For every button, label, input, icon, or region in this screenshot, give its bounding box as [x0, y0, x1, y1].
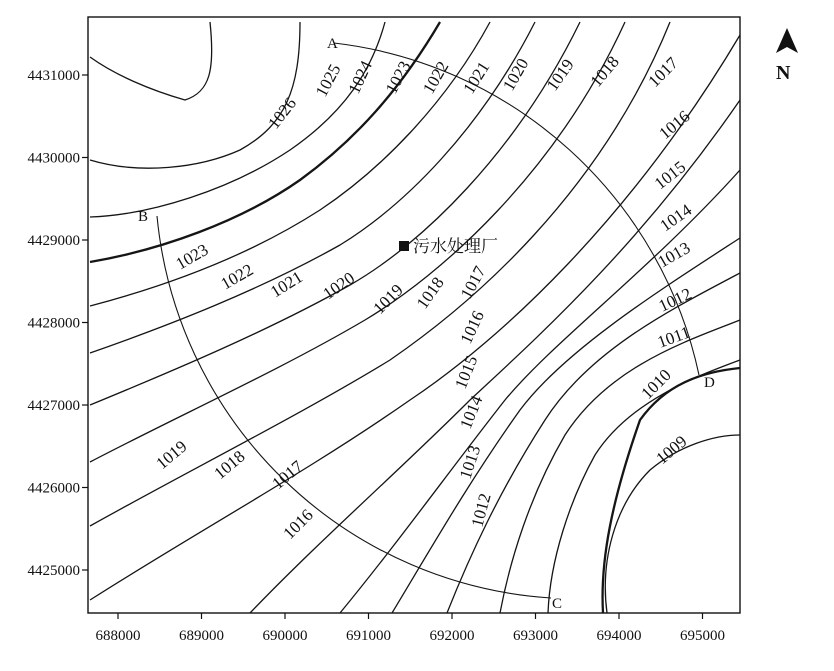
svg-text:D: D [704, 375, 715, 391]
contour-label-1016-inner: 1016 [279, 505, 317, 543]
plant-square-icon [399, 241, 409, 251]
contour-label-1019-inner: 1019 [369, 280, 407, 318]
contour-label-1017-inner: 1017 [456, 262, 490, 302]
y-tick-label: 4427000 [27, 398, 80, 414]
point-label-c [552, 596, 562, 612]
contour-label-1026: 1026 [264, 93, 301, 133]
x-tick-label: 690000 [262, 628, 308, 644]
y-tick-label: 4429000 [27, 233, 80, 249]
point-label-b [138, 209, 148, 225]
map-frame [88, 17, 740, 613]
contour-label-1018-inner: 1018 [210, 446, 249, 484]
contour-label-1020-inner: 1020 [319, 268, 359, 304]
contour-label-1015: 1015 [650, 157, 690, 194]
x-tick-label: 695000 [680, 628, 725, 644]
contour-label-1021: 1021 [459, 58, 494, 98]
y-tick-label: 4430000 [27, 150, 80, 167]
y-tick-label: 4425000 [27, 563, 80, 579]
north-arrow-icon [776, 28, 798, 53]
sewage-plant-marker [399, 237, 498, 256]
contour-label-1016-inner: 1016 [456, 307, 488, 347]
contour-label-1010: 1010 [637, 365, 675, 403]
y-axis-ticks [28, 68, 89, 579]
contour-label-1015-inner: 1015 [451, 352, 482, 392]
svg-text:A: A [327, 36, 338, 52]
contour-label-1019: 1019 [542, 55, 578, 95]
contour-label-1012: 1012 [655, 284, 695, 316]
point-label-a [327, 36, 338, 52]
contour-label-1014: 1014 [656, 200, 696, 236]
contour-label-1014-inner: 1014 [456, 392, 487, 432]
contour-label-1013: 1013 [654, 238, 694, 272]
north-arrow [776, 28, 798, 84]
x-tick-label: 692000 [429, 628, 475, 644]
contour-label-1019-inner: 1019 [152, 436, 191, 474]
plant-label: 污水处理厂 [413, 237, 498, 256]
x-tick-label: 693000 [513, 628, 558, 644]
contour-label-1023: 1023 [381, 57, 415, 97]
x-tick-label: 688000 [95, 628, 141, 644]
contour-label-1017: 1017 [644, 53, 682, 91]
x-tick-label: 691000 [346, 628, 391, 644]
contour-label-1024: 1024 [344, 57, 376, 97]
svg-text:B: B [138, 209, 149, 225]
contour-label-1018-inner: 1018 [412, 273, 448, 313]
contour-label-1023-inner: 1023 [172, 240, 212, 274]
contour-label-1017-inner: 1017 [268, 456, 307, 494]
contour-label-1013-inner: 1013 [455, 443, 485, 482]
x-tick-label: 694000 [596, 628, 642, 644]
contour-label-1016: 1016 [655, 106, 694, 144]
point-label-d [704, 375, 715, 391]
contour-label-1018: 1018 [586, 52, 623, 91]
contour-label-1020: 1020 [499, 55, 533, 94]
y-tick-label: 4431000 [27, 68, 80, 84]
contour-label-1009: 1009 [652, 431, 691, 469]
contour-label-1025: 1025 [311, 60, 345, 100]
north-label: N [776, 62, 791, 84]
contour-label-1021-inner: 1021 [267, 267, 306, 302]
x-tick-label: 689000 [179, 628, 224, 644]
contour-label-1012-inner: 1012 [467, 491, 495, 530]
x-axis-ticks [96, 613, 726, 644]
y-tick-label: 4428000 [27, 315, 80, 332]
y-tick-label: 4426000 [27, 480, 80, 497]
contour-label-1022-inner: 1022 [217, 260, 257, 294]
contour-label-1022: 1022 [419, 58, 453, 97]
svg-text:C: C [552, 596, 563, 612]
contour-label-1011: 1011 [654, 322, 693, 352]
